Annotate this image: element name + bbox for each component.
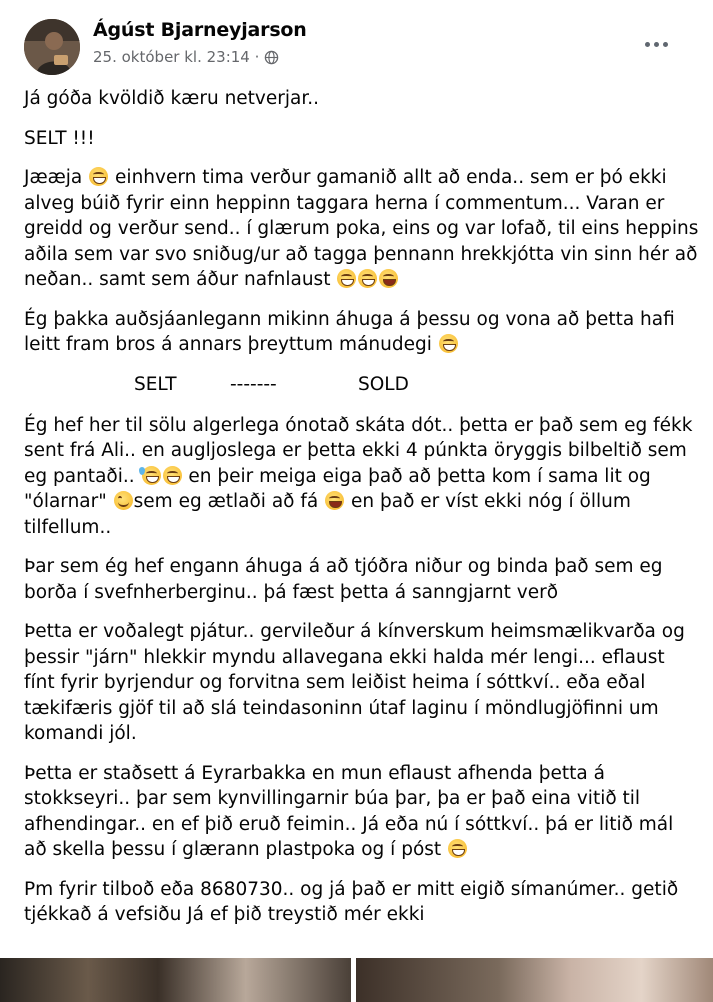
- laughing-emoji-icon: [325, 491, 344, 510]
- laughing-emoji-icon: [379, 269, 398, 288]
- post-header: [24, 16, 689, 76]
- post-meta: [93, 48, 279, 66]
- photo-right[interactable]: [356, 958, 713, 1002]
- text-segment: einhvern tima verður gamanið allt að enda.. sem er þó ekki alveg búið fyrir einn heppinn taggara herna í commentum... Varan er greidd og verður send.. í glærum poka, eins og var lofað, til eins heppins aðila sem var svo sniðug/ur að tagga þennann hrekkjótta vin sinn hér að neðan.. samt sem áður nafnlaust: [24, 167, 699, 290]
- post-text: [24, 86, 700, 942]
- text-segment: Ég þakka auðsjáanlegann mikinn áhuga á þessu og vona að þetta hafi leitt fram bros á annars þreyttum mánudegi: [24, 308, 675, 355]
- avatar[interactable]: [24, 19, 80, 75]
- dashes: -------: [230, 373, 277, 395]
- paragraph-sold: SELT !!!: [24, 127, 95, 149]
- paragraph-update: [24, 165, 700, 293]
- selt-label: SELT: [134, 373, 177, 395]
- post-photos: [0, 958, 713, 1002]
- paragraph-contact: Pm fyrir tilboð eða 8680730.. og já það er mitt eigið símanúmer.. getið tjékkað á vefsiðu Já ef þið treystið mér ekki: [24, 878, 679, 925]
- paragraph-quality: Þetta er voðalegt pjátur.. gervileður á kínverskum heimsmælikvarða og þessir "járn" hlekkir myndu allavegana ekki halda mér lengi... eflaust fínt fyrir byrjendur og forvitna sem leiðist heima í sóttkví.. eða eðal tækifæris gjöf til að slá teindasoninn útaf laginu í möndlugjöfinni um komandi jól.: [24, 621, 685, 744]
- paragraph-description: [24, 413, 700, 541]
- more-options-icon[interactable]: [641, 32, 671, 56]
- text-segment: en þeir meiga eiga það að þetta kom í sama lit og "ólarnar": [24, 465, 651, 512]
- photo-left[interactable]: [0, 958, 351, 1002]
- text-segment: Ég hef her til sölu algerlega ónotað skáta dót.. þetta er það sem eg fékk sent frá Ali.. en augljoslega er þetta ekki 4 púnkta öryggis bilbeltið sem eg pantaði..: [24, 414, 693, 487]
- sweat-smile-emoji-icon: [142, 466, 161, 485]
- globe-icon[interactable]: [264, 50, 279, 65]
- text-segment: sem eg ætlaði að fá: [133, 491, 319, 512]
- grinning-emoji-icon: [89, 167, 108, 186]
- grinning-emoji-icon: [163, 466, 182, 485]
- grinning-emoji-icon: [358, 269, 377, 288]
- timestamp[interactable]: 25. október kl. 23:14 ·: [93, 48, 260, 66]
- avatar-photo: [24, 19, 80, 75]
- paragraph-thanks: [24, 307, 700, 358]
- text-segment: Jææja: [24, 167, 83, 188]
- smirk-emoji-icon: [114, 491, 133, 510]
- grinning-emoji-icon: [439, 334, 458, 353]
- selt-sold-row: [24, 372, 700, 400]
- paragraph-location: [24, 761, 700, 863]
- paragraph-price: Þar sem ég hef engann áhuga á að tjóðra niður og binda það sem eg borða í svefnherberginu.. þá fæst þetta á sanngjarnt verð: [24, 556, 663, 603]
- text-segment: Þetta er staðsett á Eyrarbakka en mun eflaust afhenda þetta á stokkseyri.. þar sem kynvillingarnir búa þar, þa er það eina vitið til afhendingar.. en ef þið eruð feimin.. Já eða nú í sóttkví.. þá er litið mál að skella þessu í glærann plastpoka og í póst: [24, 762, 674, 860]
- sold-label: SOLD: [358, 373, 409, 395]
- grinning-emoji-icon: [448, 839, 467, 858]
- paragraph-greeting: Já góða kvöldið kæru netverjar..: [24, 88, 320, 109]
- author-name[interactable]: Ágúst Bjarneyjarson: [93, 19, 307, 41]
- text-segment: en það er víst ekki nóg í öllum tilfellum..: [24, 491, 631, 538]
- grinning-emoji-icon: [337, 269, 356, 288]
